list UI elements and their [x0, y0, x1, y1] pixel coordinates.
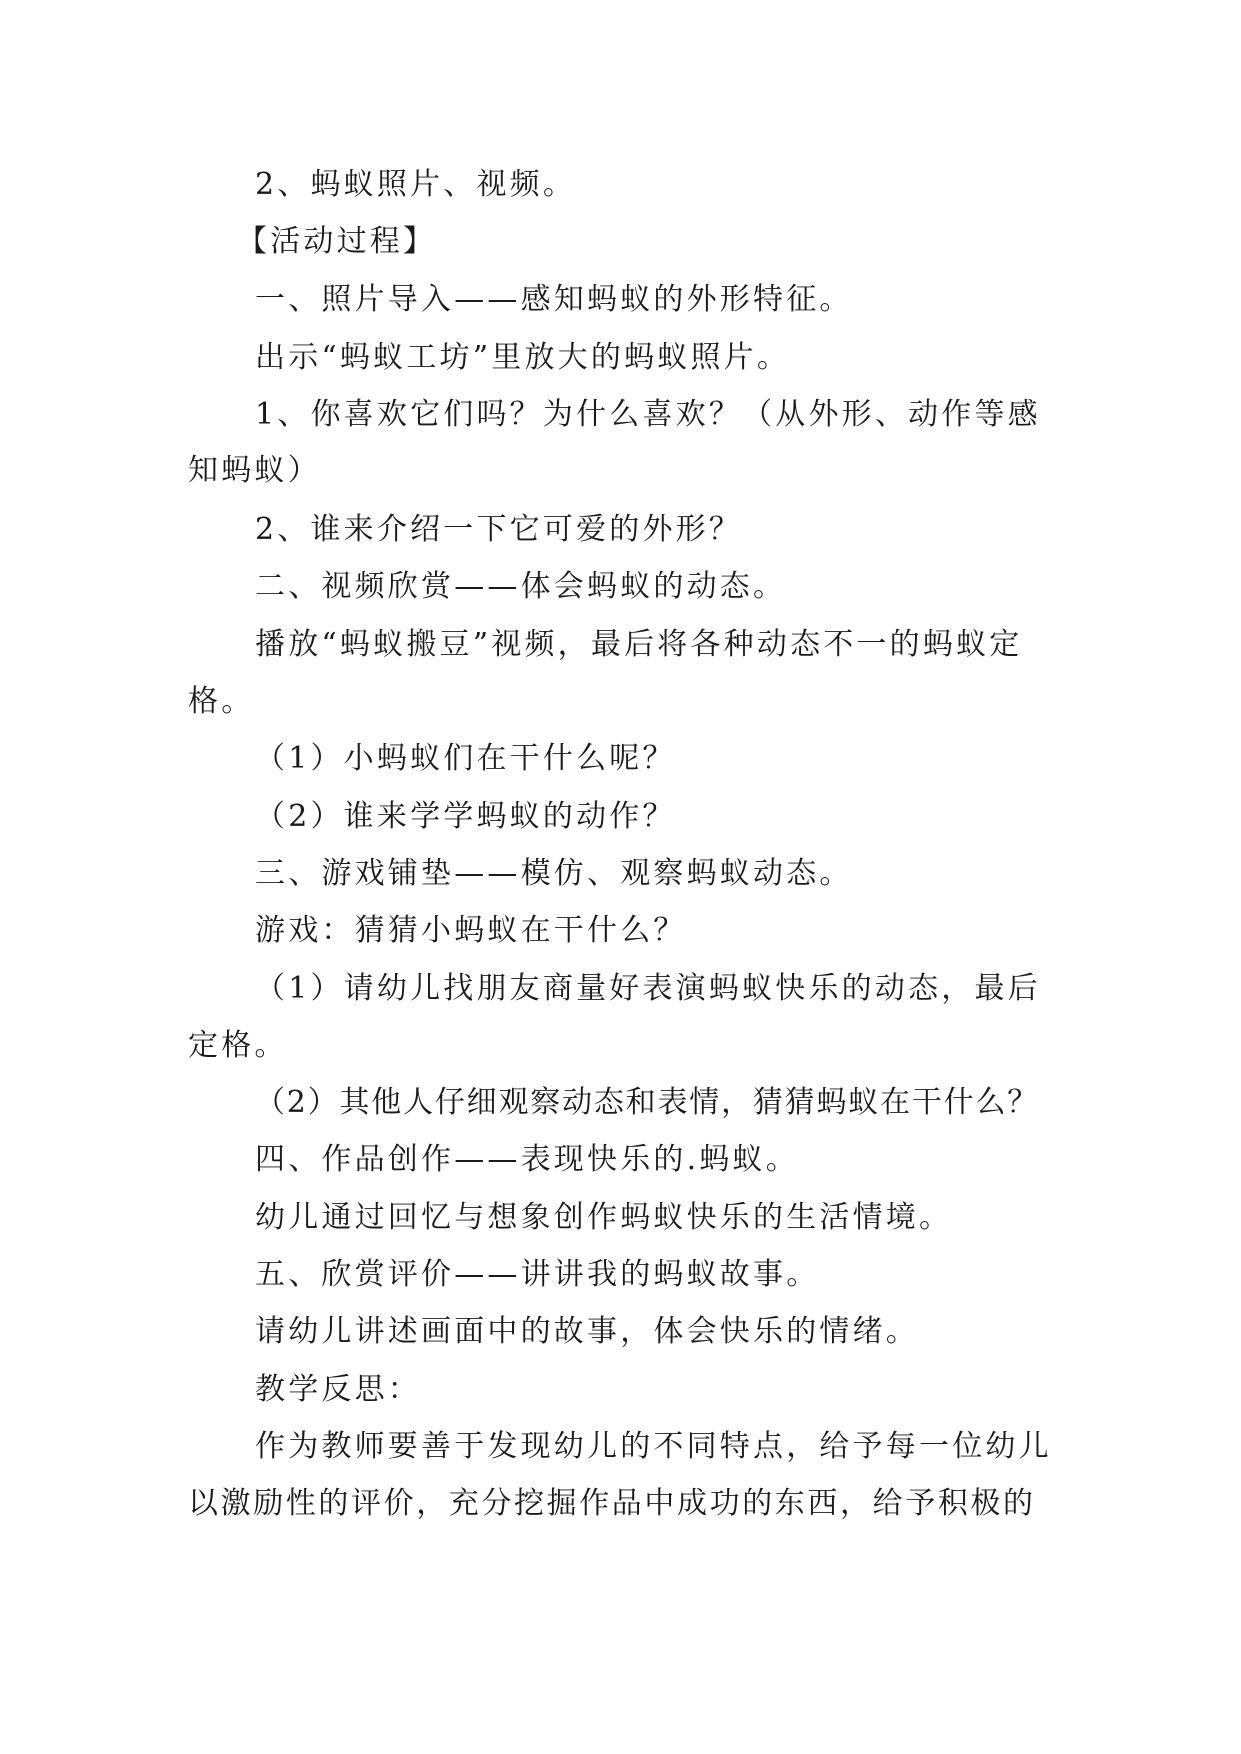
text-line: （2）其他人仔细观察动态和表情，猜猜蚂蚁在干什么？	[255, 1085, 1040, 1120]
text-line: 游戏：猜猜小蚂蚁在干什么？	[255, 913, 687, 948]
text-line: 2、谁来介绍一下它可爱的外形？	[255, 512, 743, 547]
section-heading: 【活动过程】	[237, 224, 437, 259]
text-line: 以激励性的评价，充分挖掘作品中成功的东西，给予积极的	[188, 1486, 1036, 1521]
text-line: 幼儿通过回忆与想象创作蚂蚁快乐的生活情境。	[255, 1200, 953, 1235]
text-line: 三、游戏铺垫——模仿、观察蚂蚁动态。	[255, 856, 853, 891]
text-line: 知蚂蚁）	[188, 453, 321, 488]
text-line: 五、欣赏评价——讲讲我的蚂蚁故事。	[255, 1257, 820, 1292]
text-line: 四、作品创作——表现快乐的.蚂蚁。	[255, 1142, 799, 1177]
text-line: （1）请幼儿找朋友商量好表演蚂蚁快乐的动态，最后	[255, 971, 1041, 1006]
text-line: （2）谁来学学蚂蚁的动作？	[255, 799, 676, 834]
text-line: 一、照片导入——感知蚂蚁的外形特征。	[255, 282, 853, 317]
text-line: 作为教师要善于发现幼儿的不同特点，给予每一位幼儿	[255, 1429, 1052, 1464]
text-line: 出示“蚂蚁工坊”里放大的蚂蚁照片。	[255, 340, 791, 375]
text-line: 教学反思：	[255, 1372, 421, 1407]
text-line: 1、你喜欢它们吗？为什么喜欢？（从外形、动作等感	[255, 397, 1041, 432]
text-line: 二、视频欣赏——体会蚂蚁的动态。	[255, 569, 787, 604]
text-line: 定格。	[188, 1028, 288, 1063]
text-line: 2、蚂蚁照片、视频。	[255, 167, 577, 202]
text-line: 请幼儿讲述画面中的故事，体会快乐的情绪。	[255, 1314, 919, 1349]
text-line: （1）小蚂蚁们在干什么呢？	[255, 741, 676, 776]
text-line: 播放“蚂蚁搬豆”视频，最后将各种动态不一的蚂蚁定	[255, 627, 1023, 662]
text-line: 格。	[188, 684, 255, 719]
